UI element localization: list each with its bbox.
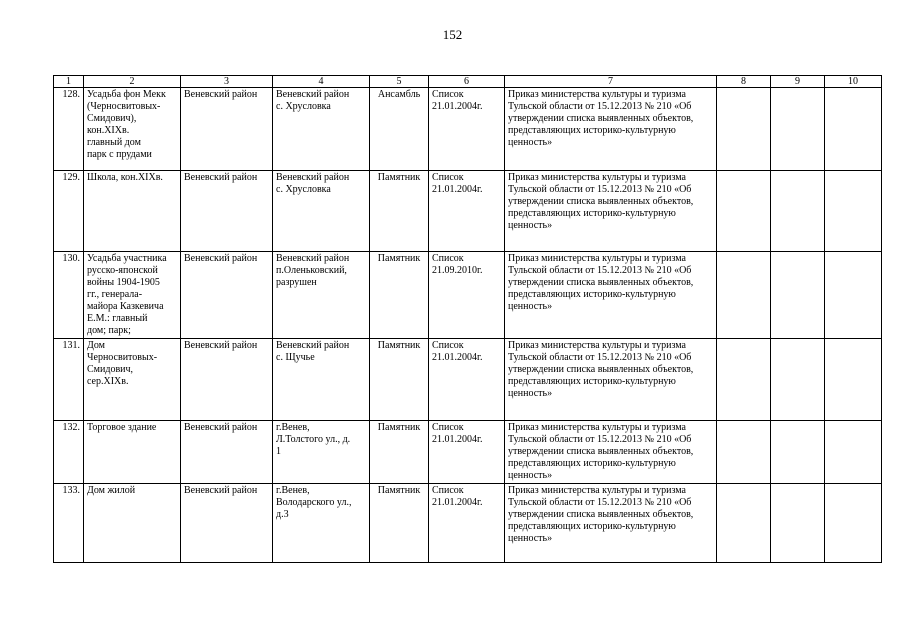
column-9-cell — [771, 88, 825, 171]
column-header: 3 — [181, 76, 273, 88]
address: Веневский район п.Оленьковский, разрушен — [273, 252, 370, 339]
column-9-cell — [771, 171, 825, 252]
object-type: Памятник — [370, 339, 429, 421]
district: Веневский район — [181, 339, 273, 421]
column-header: 10 — [825, 76, 882, 88]
address: г.Венев, Володарского ул., д.3 — [273, 484, 370, 563]
table-row — [54, 171, 882, 252]
column-9-cell — [771, 484, 825, 563]
order-text: Приказ министерства культуры и туризма Тульской области от 15.12.2013 № 210 «Об утверждении списка выявленных объектов, представляющих историко-культурную ценность» — [505, 421, 717, 484]
list-date: Список 21.01.2004г. — [429, 339, 505, 421]
list-date: Список 21.01.2004г. — [429, 421, 505, 484]
column-8-cell — [717, 421, 771, 484]
column-8-cell — [717, 171, 771, 252]
column-header: 4 — [273, 76, 370, 88]
column-10-cell — [825, 339, 882, 421]
column-header: 5 — [370, 76, 429, 88]
row-number: 133. — [54, 484, 84, 563]
object-type: Памятник — [370, 484, 429, 563]
list-date: Список 21.01.2004г. — [429, 484, 505, 563]
order-text: Приказ министерства культуры и туризма Тульской области от 15.12.2013 № 210 «Об утверждении списка выявленных объектов, представляющих историко-культурную ценность» — [505, 339, 717, 421]
district: Веневский район — [181, 421, 273, 484]
order-text: Приказ министерства культуры и туризма Тульской области от 15.12.2013 № 210 «Об утверждении списка выявленных объектов, представляющих историко-культурную ценность» — [505, 252, 717, 339]
column-8-cell — [717, 339, 771, 421]
address: Веневский район с. Щучье — [273, 339, 370, 421]
column-header: 6 — [429, 76, 505, 88]
object-name: Усадьба фон Мекк (Черносвитовых- Смидович), кон.XIXв. главный дом парк с прудами — [84, 88, 181, 171]
column-9-cell — [771, 252, 825, 339]
table-row — [54, 252, 882, 339]
column-8-cell — [717, 252, 771, 339]
table-row — [54, 421, 882, 484]
address: г.Венев, Л.Толстого ул., д. 1 — [273, 421, 370, 484]
row-number: 128. — [54, 88, 84, 171]
table-row — [54, 339, 882, 421]
column-8-cell — [717, 484, 771, 563]
order-text: Приказ министерства культуры и туризма Тульской области от 15.12.2013 № 210 «Об утверждении списка выявленных объектов, представляющих историко-культурную ценность» — [505, 88, 717, 171]
column-number-header-row — [54, 76, 882, 88]
column-10-cell — [825, 88, 882, 171]
district: Веневский район — [181, 252, 273, 339]
object-name: Усадьба участника русско-японской войны 1904-1905 гг., генерала- майора Казкевича Е.М.: главный дом; парк; — [84, 252, 181, 339]
column-9-cell — [771, 339, 825, 421]
list-date: Список 21.09.2010г. — [429, 252, 505, 339]
object-name: Школа, кон.XIXв. — [84, 171, 181, 252]
object-name: Дом жилой — [84, 484, 181, 563]
column-10-cell — [825, 252, 882, 339]
column-header: 7 — [505, 76, 717, 88]
district: Веневский район — [181, 171, 273, 252]
column-10-cell — [825, 421, 882, 484]
district: Веневский район — [181, 88, 273, 171]
order-text: Приказ министерства культуры и туризма Тульской области от 15.12.2013 № 210 «Об утверждении списка выявленных объектов, представляющих историко-культурную ценность» — [505, 171, 717, 252]
table-row — [54, 484, 882, 563]
column-9-cell — [771, 421, 825, 484]
address: Веневский район с. Хрусловка — [273, 171, 370, 252]
column-header: 9 — [771, 76, 825, 88]
row-number: 130. — [54, 252, 84, 339]
column-10-cell — [825, 484, 882, 563]
heritage-objects-table — [53, 75, 882, 563]
column-10-cell — [825, 171, 882, 252]
object-type: Памятник — [370, 421, 429, 484]
column-header: 8 — [717, 76, 771, 88]
object-type: Ансамбль — [370, 88, 429, 171]
column-header: 2 — [84, 76, 181, 88]
object-name: Торговое здание — [84, 421, 181, 484]
object-type: Памятник — [370, 252, 429, 339]
table-row — [54, 88, 882, 171]
row-number: 132. — [54, 421, 84, 484]
object-type: Памятник — [370, 171, 429, 252]
district: Веневский район — [181, 484, 273, 563]
row-number: 129. — [54, 171, 84, 252]
address: Веневский район с. Хрусловка — [273, 88, 370, 171]
object-name: Дом Черносвитовых- Смидович, сер.XIXв. — [84, 339, 181, 421]
order-text: Приказ министерства культуры и туризма Тульской области от 15.12.2013 № 210 «Об утверждении списка выявленных объектов, представляющих историко-культурную ценность» — [505, 484, 717, 563]
column-header: 1 — [54, 76, 84, 88]
page-number: 152 — [442, 27, 463, 42]
list-date: Список 21.01.2004г. — [429, 171, 505, 252]
column-8-cell — [717, 88, 771, 171]
row-number: 131. — [54, 339, 84, 421]
list-date: Список 21.01.2004г. — [429, 88, 505, 171]
